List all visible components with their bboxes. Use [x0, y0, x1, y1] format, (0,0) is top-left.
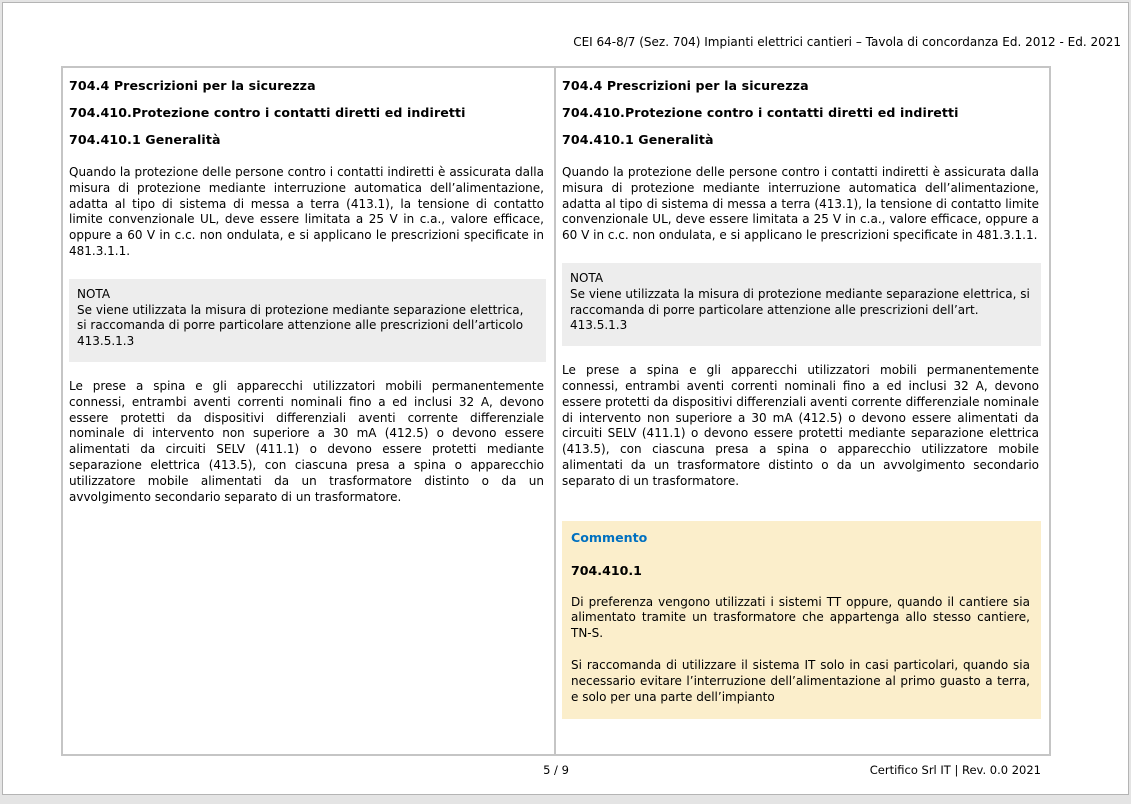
page-number: 5 / 9 — [543, 763, 569, 777]
paragraph-prese-a-spina: Le prese a spina e gli apparecchi utilizzatori mobili permanentemente connessi, entrambi aventi correnti nominali fino a ed inclusi 32 A, devono essere protetti da dispositivi differenziali aventi corrente differenziale nominale di intervento non superiore a 30 mA (412.5) o devono essere alimentati da circuiti SELV (411.1) o devono essere protetti mediante separazione elettrica (413.5), con ciascuna presa a spina o apparecchio utilizzatore mobile alimentati da un trasformatore distinto o da un avvolgimento secondario separato di un trasformatore. — [69, 378, 544, 504]
section-heading-704-410: 704.410.Protezione contro i contatti diretti ed indiretti — [69, 105, 466, 120]
section-heading-704-410-1: 704.410.1 Generalità — [562, 132, 714, 147]
section-heading-704-4: 704.4 Prescrizioni per la sicurezza — [69, 78, 316, 93]
commento-section-number: 704.410.1 — [571, 562, 642, 578]
nota-label: NOTA — [77, 286, 111, 301]
nota-box — [562, 263, 1041, 346]
commento-paragraph-2: Si raccomanda di utilizzare il sistema IT solo in casi particolari, quando sia necessario evitare l’interruzione dell’alimentazione al primo guasto a terra, e solo per una parte dell’impianto — [571, 657, 1030, 704]
commento-box — [562, 521, 1041, 720]
nota-label: NOTA — [570, 270, 604, 285]
column-ed-2012 — [63, 68, 556, 754]
section-heading-704-410: 704.410.Protezione contro i contatti diretti ed indiretti — [562, 105, 959, 120]
nota-text: Se viene utilizzata la misura di protezione mediante separazione elettrica, si raccomanda di porre particolare attenzione alle prescrizioni dell’art. 413.5.1.3 — [570, 286, 1030, 333]
document-header-title: CEI 64-8/7 (Sez. 704) Impianti elettrici cantieri – Tavola di concordanza Ed. 2012 - Ed. 2021 — [573, 35, 1121, 49]
page-body — [2, 2, 1129, 795]
commento-paragraph-1: Di preferenza vengono utilizzati i sistemi TT oppure, quando il cantiere sia alimentato tramite un trasformatore che appartenga allo stesso cantiere, TN-S. — [571, 594, 1030, 641]
section-heading-704-4: 704.4 Prescrizioni per la sicurezza — [562, 78, 809, 93]
paragraph-generalita: Quando la protezione delle persone contro i contatti indiretti è assicurata dalla misura di protezione mediante interruzione automatica dell’alimentazione, adatta al tipo di sistema di messa a terra (413.1), la tensione di contatto limite convenzionale UL, deve essere limitata a 25 V in c.a., valore efficace, oppure a 60 V in c.c. non ondulata, e si applicano le prescrizioni specificate in 481.3.1.1. — [69, 165, 544, 258]
footer-credit: Certifico Srl IT | Rev. 0.0 2021 — [869, 763, 1041, 777]
concordance-table — [61, 66, 1051, 756]
section-heading-704-410-1: 704.410.1 Generalità — [69, 132, 221, 147]
document-footer — [61, 763, 1051, 781]
nota-box — [69, 279, 546, 362]
paragraph-prese-a-spina: Le prese a spina e gli apparecchi utilizzatori mobili permanentemente connessi, entrambi aventi correnti nominali fino a ed inclusi 32 A, devono essere protetti da dispositivi differenziali aventi corrente differenziale nominale di intervento non superiore a 30 mA (412.5) o devono essere alimentati da circuiti SELV (411.1) o devono essere protetti mediante separazione elettrica (413.5), con ciascuna presa a spina o apparecchio utilizzatore mobile alimentati da un trasformatore distinto o da un avvolgimento secondario separato di un trasformatore. — [562, 363, 1039, 488]
paragraph-generalita: Quando la protezione delle persone contro i contatti indiretti è assicurata dalla misura di protezione mediante interruzione automatica dell’alimentazione, adatta al tipo di sistema di messa a terra (413.1), la tensione di contatto limite convenzionale UL, deve essere limitata a 25 V in c.a., valore efficace, oppure a 60 V in c.c. non ondulata, e si applicano le prescrizioni specificate in 481.3.1.1. — [562, 165, 1039, 243]
commento-title: Commento — [571, 529, 648, 545]
column-ed-2021 — [556, 68, 1049, 754]
nota-text: Se viene utilizzata la misura di protezione mediante separazione elettrica, si raccomanda di porre particolare attenzione alle prescrizioni dell’articolo 413.5.1.3 — [77, 302, 524, 349]
